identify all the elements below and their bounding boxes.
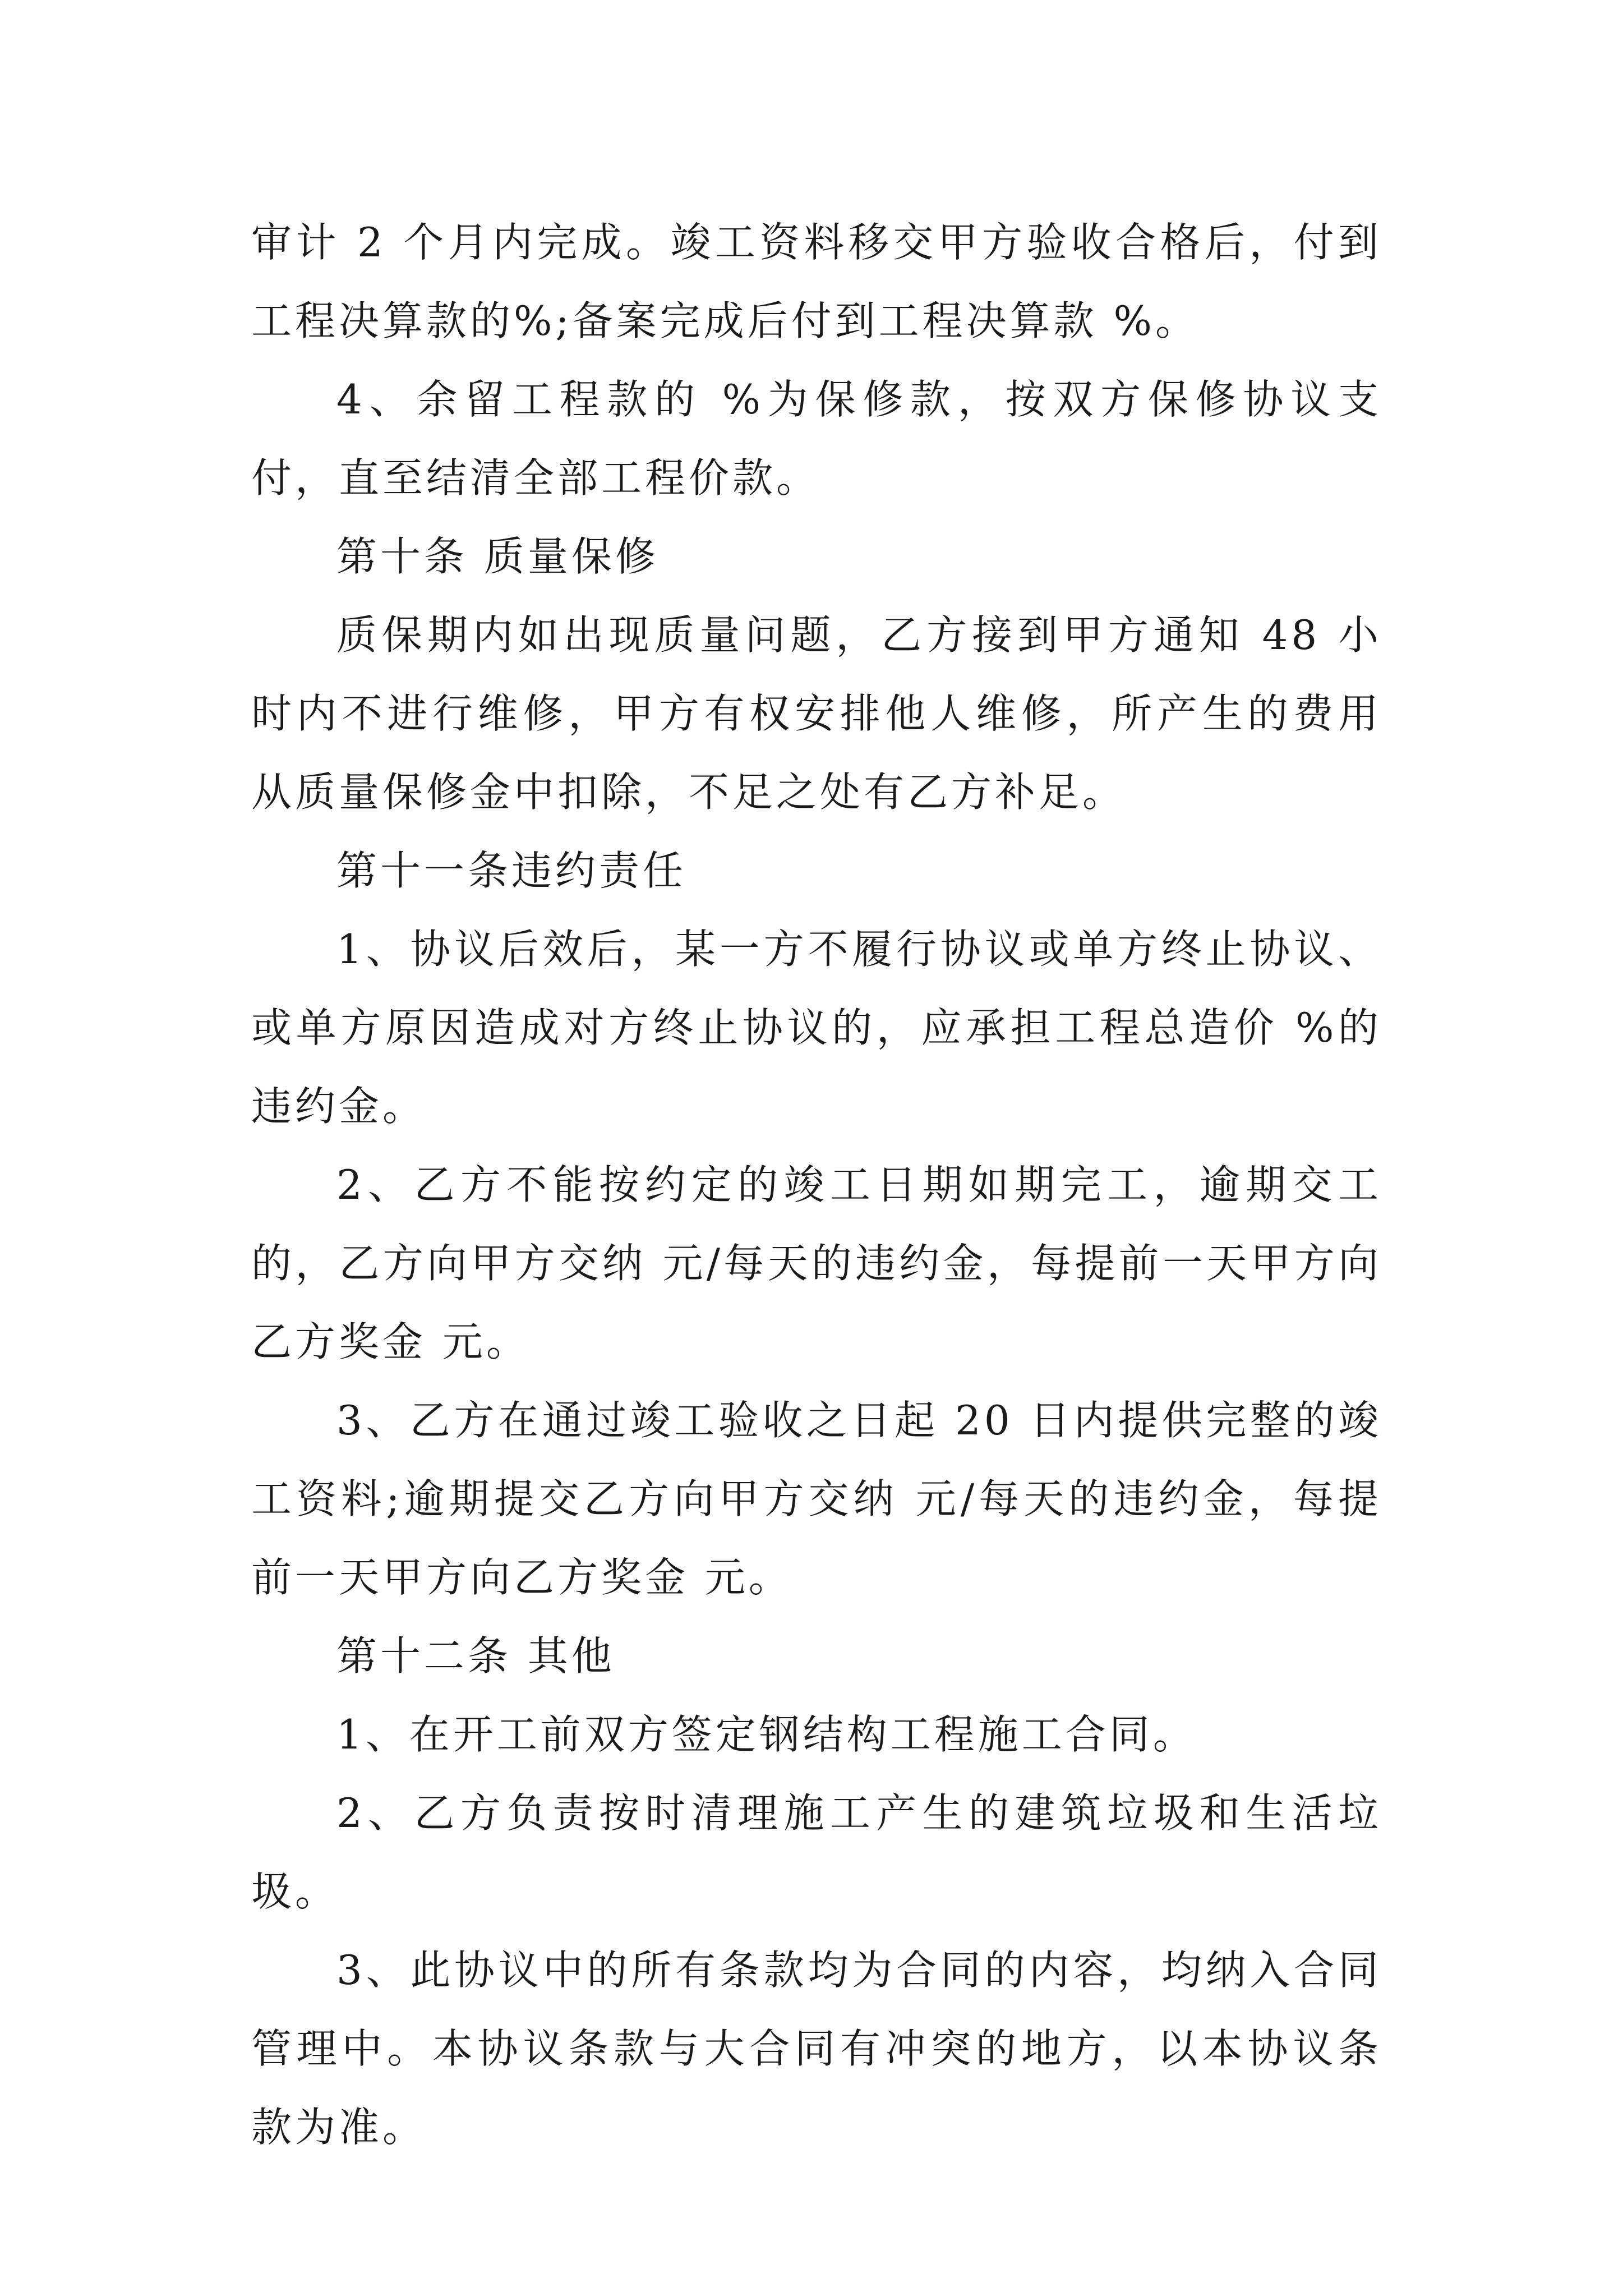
paragraph-other-1: 1、在开工前双方签定钢结构工程施工合同。	[336, 1711, 1197, 1758]
heading-article-11: 第十一条违约责任	[336, 847, 687, 894]
paragraph-payment-audit: 审计 2 个月内完成。竣工资料移交甲方验收合格后，付到工程决算款的%;备案完成后付到工程决算款 %。	[251, 219, 1382, 344]
document-body	[251, 203, 1382, 2166]
paragraph-warranty: 质保期内如出现质量问题，乙方接到甲方通知 48 小时内不进行维修，甲方有权安排他人维修，所产生的费用从质量保修金中扣除，不足之处有乙方补足。	[251, 611, 1382, 816]
heading-article-10: 第十条 质量保修	[336, 533, 659, 580]
paragraph-other-2: 2、乙方负责按时清理施工产生的建筑垃圾和生活垃圾。	[251, 1789, 1382, 1915]
paragraph-other-3: 3、此协议中的所有条款均为合同的内容，均纳入合同管理中。本协议条款与大合同有冲突的地方，以本协议条款为准。	[251, 1947, 1382, 2151]
paragraph-retention: 4、余留工程款的 %为保修款，按双方保修协议支付，直至结清全部工程价款。	[251, 376, 1382, 501]
heading-article-12: 第十二条 其他	[336, 1632, 615, 1680]
paragraph-breach-2: 2、乙方不能按约定的竣工日期如期完工，逾期交工的，乙方向甲方交纳 元/每天的违约金，每提前一天甲方向乙方奖金 元。	[251, 1161, 1382, 1365]
paragraph-breach-1: 1、协议后效后，某一方不履行协议或单方终止协议、或单方原因造成对方终止协议的，应承担工程总造价 %的违约金。	[251, 926, 1382, 1130]
paragraph-breach-3: 3、乙方在通过竣工验收之日起 20 日内提供完整的竣工资料;逾期提交乙方向甲方交纳 元/每天的违约金，每提前一天甲方向乙方奖金 元。	[251, 1397, 1382, 1601]
